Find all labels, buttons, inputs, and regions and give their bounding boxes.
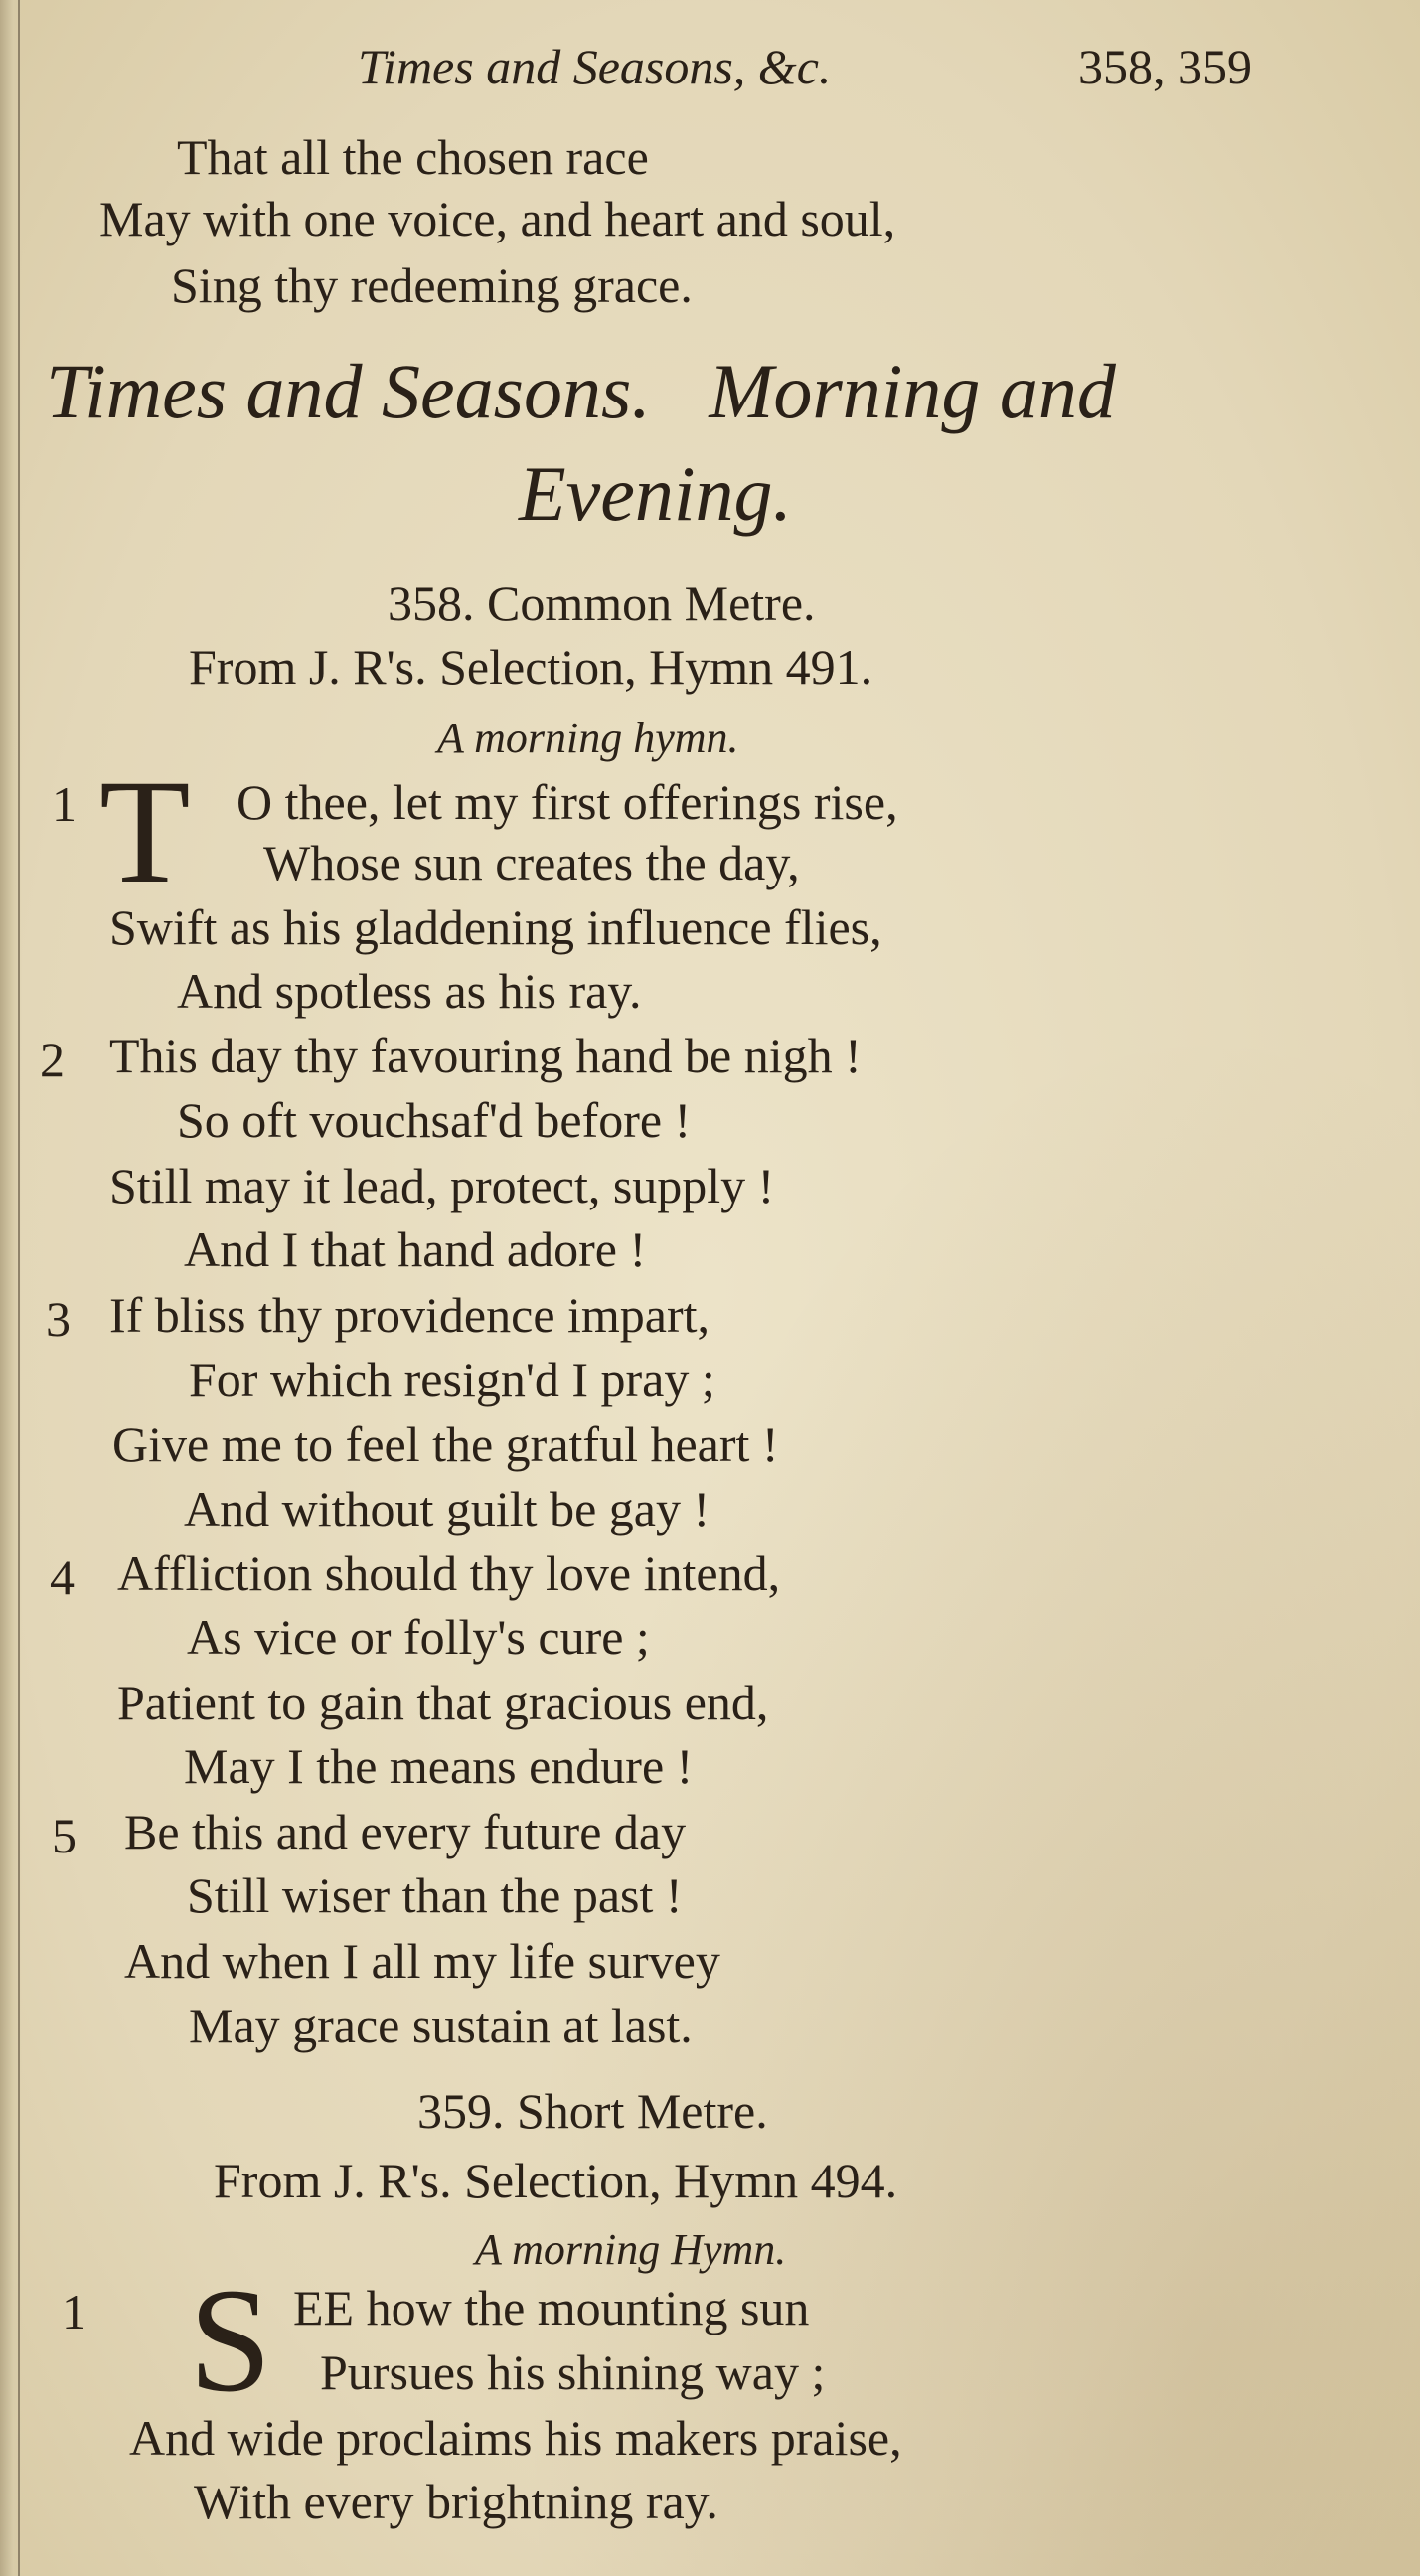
verse-line: And without guilt be gay ! bbox=[184, 1481, 710, 1536]
verse-line: O thee, let my first offerings rise, bbox=[237, 774, 898, 830]
verse-line: Be this and every future day bbox=[124, 1804, 687, 1859]
continuation-line: May with one voice, and heart and soul, bbox=[99, 191, 896, 246]
verse-line: And spotless as his ray. bbox=[177, 963, 642, 1019]
continuation-line: Sing thy redeeming grace. bbox=[171, 257, 693, 313]
verse-line: May I the means endure ! bbox=[184, 1738, 694, 1794]
drop-cap: S bbox=[189, 2258, 272, 2423]
verse-line: Pursues his shining way ; bbox=[320, 2344, 826, 2400]
verse-line: And I that hand adore ! bbox=[184, 1221, 647, 1277]
verse-line: This day thy favouring hand be nigh ! bbox=[109, 1028, 862, 1083]
hymn-358-source: From J. R's. Selection, Hymn 491. bbox=[189, 639, 873, 695]
verse-number: 1 bbox=[52, 776, 77, 832]
page-numbers: 358, 359 bbox=[1078, 39, 1252, 94]
verse-line: May grace sustain at last. bbox=[189, 1998, 693, 2053]
continuation-line: That all the chosen race bbox=[177, 129, 649, 185]
hymn-358-subtitle: A morning hymn. bbox=[437, 714, 739, 762]
hymn-359-subtitle: A morning Hymn. bbox=[475, 2225, 787, 2274]
section-title-line1: Times and Seasons. Morning and bbox=[46, 348, 1116, 434]
hymn-359-source: From J. R's. Selection, Hymn 494. bbox=[214, 2153, 898, 2208]
verse-number: 5 bbox=[52, 1808, 77, 1863]
verse-line: Give me to feel the gratful heart ! bbox=[112, 1416, 779, 1472]
verse-number: 1 bbox=[62, 2284, 86, 2339]
verse-line: EE how the mounting sun bbox=[293, 2280, 810, 2335]
verse-line: Swift as his gladdening influence flies, bbox=[109, 899, 882, 955]
verse-number: 4 bbox=[50, 1549, 75, 1605]
hymn-359-metre: 359. Short Metre. bbox=[417, 2083, 768, 2139]
verse-line: With every brightning ray. bbox=[194, 2474, 718, 2529]
verse-line: If bliss thy providence impart, bbox=[109, 1287, 710, 1343]
gutter-line bbox=[18, 0, 20, 2576]
section-title-line2: Evening. bbox=[519, 450, 793, 537]
verse-line: Affliction should thy love intend, bbox=[117, 1545, 781, 1601]
drop-cap: T bbox=[99, 749, 191, 914]
verse-line: Still may it lead, protect, supply ! bbox=[109, 1158, 775, 1213]
running-head: Times and Seasons, &c. bbox=[358, 39, 832, 94]
verse-line: Whose sun creates the day, bbox=[263, 835, 800, 890]
verse-line: And when I all my life survey bbox=[124, 1933, 720, 1989]
verse-line: Patient to gain that gracious end, bbox=[117, 1675, 769, 1730]
hymn-358-metre: 358. Common Metre. bbox=[388, 575, 816, 631]
verse-line: And wide proclaims his makers praise, bbox=[129, 2410, 902, 2466]
verse-line: As vice or folly's cure ; bbox=[187, 1609, 650, 1665]
verse-line: Still wiser than the past ! bbox=[187, 1867, 683, 1923]
verse-line: For which resign'd I pray ; bbox=[189, 1352, 715, 1407]
verse-number: 2 bbox=[40, 1032, 65, 1087]
verse-number: 3 bbox=[46, 1291, 71, 1347]
verse-line: So oft vouchsaf'd before ! bbox=[177, 1092, 692, 1148]
